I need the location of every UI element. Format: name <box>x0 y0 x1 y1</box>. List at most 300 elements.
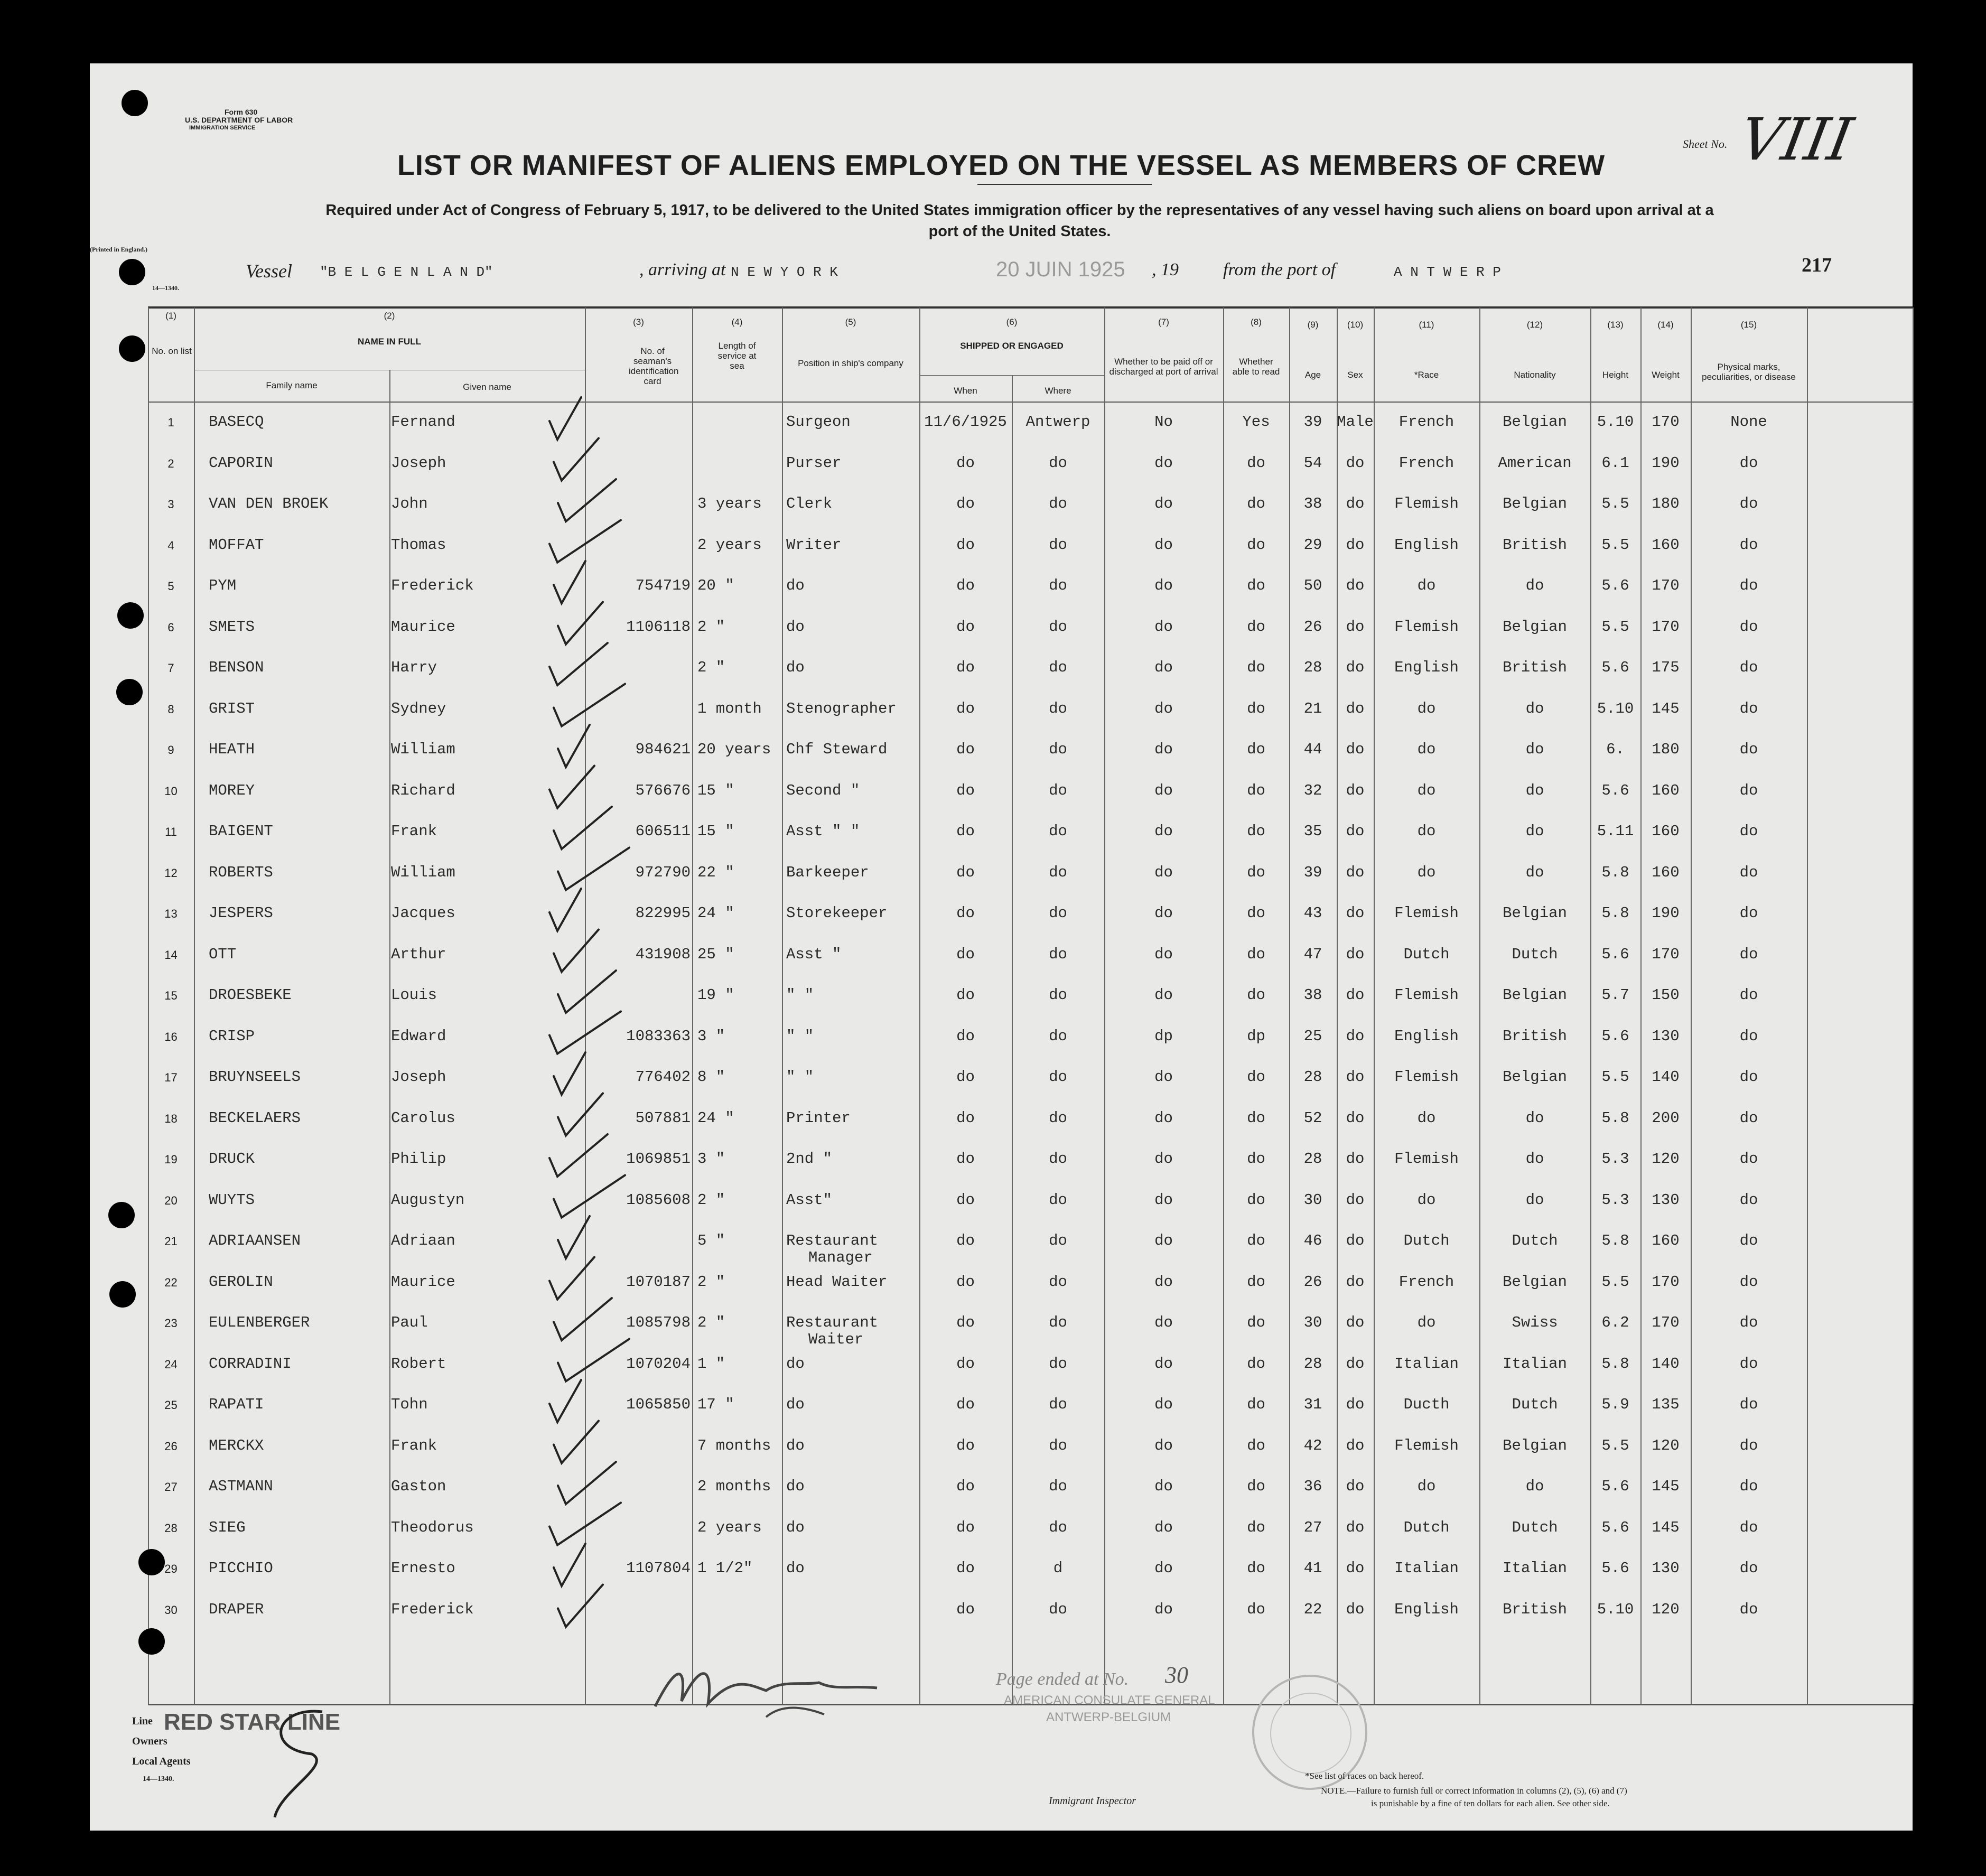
race: Flemish <box>1394 495 1459 512</box>
race: Italian <box>1394 1355 1459 1373</box>
col13-header: Height <box>1602 370 1629 380</box>
physical-marks: do <box>1739 1560 1758 1577</box>
able-to-read: do <box>1247 577 1265 594</box>
row-number: 26 <box>164 1439 178 1453</box>
weight: 145 <box>1652 1478 1680 1495</box>
family-name: OTT <box>209 945 237 963</box>
row-number: 7 <box>167 661 174 675</box>
sex: do <box>1346 1355 1365 1373</box>
shipped-when: 11/6/1925 <box>924 413 1007 431</box>
given-name: Fernand <box>391 413 455 431</box>
card-number: 754719 <box>635 577 691 594</box>
height: 5.6 <box>1601 945 1629 963</box>
position: Restaurant <box>786 1314 879 1331</box>
paid-off: do <box>1154 904 1173 922</box>
race: Flemish <box>1394 1068 1459 1086</box>
age: 52 <box>1303 1109 1322 1127</box>
col2-header: NAME IN FULL <box>358 337 421 347</box>
height: 6. <box>1606 741 1625 758</box>
card-number: 1085798 <box>626 1314 691 1331</box>
age: 22 <box>1303 1600 1322 1618</box>
race: English <box>1394 1027 1459 1045</box>
col8-number: (8) <box>1251 317 1262 327</box>
race: Flemish <box>1394 904 1459 922</box>
weight: 145 <box>1652 699 1680 717</box>
able-to-read: do <box>1247 823 1265 840</box>
able-to-read: do <box>1247 1518 1265 1536</box>
sex: do <box>1346 1436 1365 1454</box>
able-to-read: do <box>1247 618 1265 636</box>
given-name: William <box>391 741 455 758</box>
age: 38 <box>1303 495 1322 512</box>
page-ended-label: Page ended at No. <box>996 1669 1129 1689</box>
weight: 170 <box>1652 1314 1680 1331</box>
service-length: 8 " <box>697 1068 725 1086</box>
family-name: DRAPER <box>209 1600 264 1618</box>
shipped-when: do <box>956 618 975 636</box>
paid-off: dp <box>1154 1027 1173 1045</box>
family-name: CORRADINI <box>209 1355 292 1373</box>
column-divider <box>1913 307 1914 1704</box>
col10-header: Sex <box>1347 370 1363 380</box>
able-to-read: do <box>1247 1273 1265 1291</box>
height: 5.8 <box>1601 904 1629 922</box>
service-length: 24 " <box>697 904 734 922</box>
service-length: 20 " <box>697 577 734 594</box>
shipped-where: do <box>1049 1273 1067 1291</box>
weight: 190 <box>1652 904 1680 922</box>
age: 27 <box>1303 1518 1322 1536</box>
family-name: HEATH <box>209 741 255 758</box>
col2a-header: Family name <box>266 380 318 390</box>
nationality: Dutch <box>1512 1518 1558 1536</box>
given-name: Tohn <box>391 1396 428 1413</box>
shipped-when: do <box>956 659 975 676</box>
position: " " <box>786 1068 814 1086</box>
height: 5.11 <box>1597 823 1634 840</box>
shipped-where: do <box>1049 1396 1067 1413</box>
given-name: Gaston <box>391 1478 446 1495</box>
row-number: 14 <box>164 948 178 962</box>
punch-hole <box>119 259 145 285</box>
row-number: 11 <box>165 825 177 838</box>
col9-number: (9) <box>1307 320 1319 330</box>
sex: do <box>1346 1273 1365 1291</box>
given-name: Joseph <box>391 454 446 472</box>
position-line2: Waiter <box>808 1331 864 1348</box>
arrival-port: N E W Y O R K <box>731 264 838 280</box>
service-length: 3 years <box>697 495 762 512</box>
family-name: PICCHIO <box>209 1560 273 1577</box>
paid-off: do <box>1154 1109 1173 1127</box>
paid-off: do <box>1154 1436 1173 1454</box>
nationality: Belgian <box>1503 904 1567 922</box>
service-length: 24 " <box>697 1109 734 1127</box>
subtitle-line-2: port of the United States. <box>928 223 1111 240</box>
shipped-when: do <box>956 1150 975 1168</box>
family-name: CRISP <box>209 1027 255 1045</box>
shipped-when: do <box>956 1191 975 1209</box>
card-number: 576676 <box>635 781 691 799</box>
height: 5.6 <box>1601 1478 1629 1495</box>
row-number: 8 <box>167 702 174 716</box>
shipped-where: do <box>1049 454 1067 472</box>
row-number: 17 <box>164 1071 178 1084</box>
nationality: Dutch <box>1512 945 1558 963</box>
shipped-when: do <box>956 1560 975 1577</box>
race: English <box>1394 1600 1459 1618</box>
consulate-stamp-line1: AMERICAN CONSULATE GENERAL <box>1004 1693 1215 1707</box>
paid-off: do <box>1154 781 1173 799</box>
card-number: 1065850 <box>626 1396 691 1413</box>
service-length: 2 " <box>697 659 725 676</box>
position: Clerk <box>786 495 833 512</box>
given-name: Arthur <box>391 945 446 963</box>
race: Flemish <box>1394 1150 1459 1168</box>
given-name: Theodorus <box>391 1518 474 1536</box>
height: 5.6 <box>1601 781 1629 799</box>
note-failure-line1: NOTE.—Failure to furnish full or correct information in columns (2), (5), (6) and (7) <box>1321 1786 1627 1796</box>
shipped-when: do <box>956 495 975 512</box>
height: 5.5 <box>1601 618 1629 636</box>
physical-marks: do <box>1739 1314 1758 1331</box>
sex: do <box>1346 1150 1365 1168</box>
paid-off: do <box>1154 741 1173 758</box>
age: 28 <box>1303 659 1322 676</box>
row-number: 20 <box>164 1193 178 1207</box>
race: do <box>1417 741 1436 758</box>
weight: 120 <box>1652 1436 1680 1454</box>
weight: 170 <box>1652 413 1680 431</box>
sex: do <box>1346 659 1365 676</box>
race: English <box>1394 659 1459 676</box>
col2-number: (2) <box>384 311 395 321</box>
shipped-where: do <box>1049 1314 1067 1331</box>
service-length: 19 " <box>697 986 734 1004</box>
nationality: do <box>1525 1109 1544 1127</box>
given-name: Ernesto <box>391 1560 455 1577</box>
position: Barkeeper <box>786 863 869 881</box>
family-name: ADRIAANSEN <box>209 1232 301 1249</box>
punch-hole <box>138 1628 165 1655</box>
age: 38 <box>1303 986 1322 1004</box>
physical-marks: do <box>1739 454 1758 472</box>
nationality: Italian <box>1503 1560 1567 1577</box>
shipped-where: do <box>1049 781 1067 799</box>
able-to-read: do <box>1247 1560 1265 1577</box>
able-to-read: do <box>1247 1355 1265 1373</box>
physical-marks: do <box>1739 577 1758 594</box>
sex: do <box>1346 945 1365 963</box>
col9-header: Age <box>1304 370 1321 380</box>
row-number: 24 <box>164 1357 178 1371</box>
weight: 160 <box>1652 781 1680 799</box>
sex: do <box>1346 618 1365 636</box>
weight: 130 <box>1652 1027 1680 1045</box>
col11-header: *Race <box>1414 370 1439 380</box>
paid-off: do <box>1154 1314 1173 1331</box>
note-failure-line2: is punishable by a fine of ten dollars for each alien. See other side. <box>1371 1798 1610 1808</box>
able-to-read: do <box>1247 904 1265 922</box>
age: 39 <box>1303 863 1322 881</box>
punch-hole <box>108 1202 135 1228</box>
sex: do <box>1346 1191 1365 1209</box>
paid-off: do <box>1154 823 1173 840</box>
sex: do <box>1346 1560 1365 1577</box>
position: do <box>786 659 805 676</box>
physical-marks: do <box>1739 1109 1758 1127</box>
weight: 160 <box>1652 823 1680 840</box>
service-label: IMMIGRATION SERVICE <box>189 125 256 131</box>
physical-marks: do <box>1739 1191 1758 1209</box>
nationality: do <box>1525 699 1544 717</box>
given-name: Philip <box>391 1150 446 1168</box>
position: Restaurant <box>786 1232 879 1249</box>
height: 5.8 <box>1601 1355 1629 1373</box>
race: do <box>1417 823 1436 840</box>
col13-number: (13) <box>1607 320 1624 330</box>
nationality: do <box>1525 863 1544 881</box>
height: 5.5 <box>1601 1436 1629 1454</box>
punch-hole <box>138 1549 165 1575</box>
sex: do <box>1346 1478 1365 1495</box>
card-number: 822995 <box>635 904 691 922</box>
position: do <box>786 1518 805 1536</box>
shipped-where: do <box>1049 1355 1067 1373</box>
paid-off: do <box>1154 1232 1173 1249</box>
height: 5.10 <box>1597 413 1634 431</box>
paid-off: do <box>1154 945 1173 963</box>
nationality: Dutch <box>1512 1232 1558 1249</box>
nationality: American <box>1498 454 1572 472</box>
given-name: Adriaan <box>391 1232 455 1249</box>
card-number: 431908 <box>635 945 691 963</box>
row-number: 29 <box>164 1562 178 1575</box>
col10-number: (10) <box>1347 320 1364 330</box>
given-name: Maurice <box>391 1273 455 1291</box>
position: do <box>786 577 805 594</box>
physical-marks: do <box>1739 1518 1758 1536</box>
position: Purser <box>786 454 842 472</box>
position: 2nd " <box>786 1150 833 1168</box>
weight: 130 <box>1652 1191 1680 1209</box>
col8-header: Whether able to read <box>1232 357 1280 377</box>
height: 5.8 <box>1601 863 1629 881</box>
paid-off: do <box>1154 1150 1173 1168</box>
row-number: 2 <box>167 456 174 470</box>
col1-header: No. on list <box>152 346 192 356</box>
service-length: 25 " <box>697 945 734 963</box>
family-name: ASTMANN <box>209 1478 273 1495</box>
shipped-when: do <box>956 1478 975 1495</box>
service-length: 2 " <box>697 618 725 636</box>
physical-marks: do <box>1739 1396 1758 1413</box>
age: 50 <box>1303 577 1322 594</box>
age: 25 <box>1303 1027 1322 1045</box>
position: do <box>786 1560 805 1577</box>
race: do <box>1417 1109 1436 1127</box>
physical-marks: do <box>1739 536 1758 554</box>
handwritten-signature <box>645 1654 909 1728</box>
able-to-read: do <box>1247 1478 1265 1495</box>
col4-number: (4) <box>731 317 743 327</box>
height: 5.5 <box>1601 1068 1629 1086</box>
department-label: U.S. DEPARTMENT OF LABOR <box>185 116 293 124</box>
position: Writer <box>786 536 842 554</box>
row-number: 28 <box>164 1521 178 1535</box>
able-to-read: do <box>1247 699 1265 717</box>
given-name: Louis <box>391 986 437 1004</box>
sex: do <box>1346 536 1365 554</box>
age: 26 <box>1303 1273 1322 1291</box>
given-name: Richard <box>391 781 455 799</box>
paid-off: do <box>1154 1191 1173 1209</box>
service-length: 2 " <box>697 1273 725 1291</box>
col11-number: (11) <box>1419 320 1434 330</box>
col7-number: (7) <box>1158 317 1169 327</box>
weight: 180 <box>1652 741 1680 758</box>
sex: do <box>1346 1109 1365 1127</box>
given-name: Sydney <box>391 699 446 717</box>
able-to-read: Yes <box>1242 413 1270 431</box>
race: Dutch <box>1403 1232 1450 1249</box>
race: French <box>1398 1273 1454 1291</box>
weight: 140 <box>1652 1355 1680 1373</box>
print-code-top: 14—1340. <box>152 284 179 292</box>
physical-marks: do <box>1739 495 1758 512</box>
col3-header: No. of seaman's identification card <box>629 346 679 386</box>
handwritten-mark <box>243 1701 359 1828</box>
race: do <box>1417 1191 1436 1209</box>
sheet-number: VIII <box>1735 106 1858 173</box>
family-name: PYM <box>209 577 237 594</box>
shipped-when: do <box>956 1600 975 1618</box>
position: " " <box>786 1027 814 1045</box>
age: 54 <box>1303 454 1322 472</box>
nationality: Swiss <box>1512 1314 1558 1331</box>
height: 5.6 <box>1601 659 1629 676</box>
age: 32 <box>1303 781 1322 799</box>
card-number: 1085608 <box>626 1191 691 1209</box>
weight: 200 <box>1652 1109 1680 1127</box>
weight: 190 <box>1652 454 1680 472</box>
physical-marks: do <box>1739 904 1758 922</box>
sex: Male <box>1337 413 1374 431</box>
sex: do <box>1346 1600 1365 1618</box>
page-title: LIST OR MANIFEST OF ALIENS EMPLOYED ON THE VESSEL AS MEMBERS OF CREW <box>397 150 1606 181</box>
shipped-when: do <box>956 1518 975 1536</box>
age: 21 <box>1303 699 1322 717</box>
col5-number: (5) <box>845 317 856 327</box>
col14-number: (14) <box>1657 320 1674 330</box>
shipped-where: do <box>1049 1150 1067 1168</box>
shipped-when: do <box>956 1436 975 1454</box>
manifest-sheet <box>90 63 1913 1831</box>
nationality: Belgian <box>1503 1068 1567 1086</box>
row-number: 9 <box>167 743 174 757</box>
row-number: 5 <box>167 580 174 593</box>
service-length: 3 " <box>697 1150 725 1168</box>
service-length: 3 " <box>697 1027 725 1045</box>
shipped-where: Antwerp <box>1025 413 1090 431</box>
shipped-where: do <box>1049 823 1067 840</box>
physical-marks: do <box>1739 781 1758 799</box>
row-number: 21 <box>164 1235 178 1248</box>
height: 5.10 <box>1597 1600 1634 1618</box>
family-name: BENSON <box>209 659 264 676</box>
shipped-where: do <box>1049 741 1067 758</box>
row-number: 25 <box>164 1398 178 1412</box>
family-name: ROBERTS <box>209 863 273 881</box>
row-number: 16 <box>164 1030 178 1043</box>
paid-off: do <box>1154 863 1173 881</box>
sex: do <box>1346 741 1365 758</box>
nationality: British <box>1503 536 1567 554</box>
shipped-when: do <box>956 1355 975 1373</box>
race: do <box>1417 1314 1436 1331</box>
race: do <box>1417 863 1436 881</box>
family-name: VAN DEN BROEK <box>209 495 329 512</box>
service-length: 5 " <box>697 1232 725 1249</box>
shipped-when: do <box>956 741 975 758</box>
physical-marks: do <box>1739 1355 1758 1373</box>
race: French <box>1398 413 1454 431</box>
nationality: Italian <box>1503 1355 1567 1373</box>
given-name: Paul <box>391 1314 428 1331</box>
sex: do <box>1346 454 1365 472</box>
sex: do <box>1346 1068 1365 1086</box>
weight: 140 <box>1652 1068 1680 1086</box>
weight: 170 <box>1652 618 1680 636</box>
card-number: 1083363 <box>626 1027 691 1045</box>
height: 5.9 <box>1601 1396 1629 1413</box>
shipped-when: do <box>956 1273 975 1291</box>
weight: 160 <box>1652 1232 1680 1249</box>
subtitle-line-1: Required under Act of Congress of February 5, 1917, to be delivered to the United States immigration officer by the representatives of any vessel having such aliens on board upon arrival at a <box>325 202 1714 219</box>
service-length: 2 years <box>697 1518 762 1536</box>
col15-header: Physical marks, peculiarities, or disease <box>1702 362 1796 382</box>
race: do <box>1417 699 1436 717</box>
age: 36 <box>1303 1478 1322 1495</box>
row-number: 27 <box>164 1480 178 1494</box>
able-to-read: do <box>1247 1150 1265 1168</box>
given-name: Maurice <box>391 618 455 636</box>
card-number: 1070204 <box>626 1355 691 1373</box>
position: Head Waiter <box>786 1273 888 1291</box>
family-name: SIEG <box>209 1518 246 1536</box>
punch-hole <box>109 1281 136 1308</box>
physical-marks: do <box>1739 823 1758 840</box>
shipped-when: do <box>956 536 975 554</box>
row-number: 18 <box>164 1112 178 1125</box>
family-name: JESPERS <box>209 904 273 922</box>
age: 28 <box>1303 1068 1322 1086</box>
shipped-when: do <box>956 1068 975 1086</box>
given-name: John <box>391 495 428 512</box>
physical-marks: do <box>1739 741 1758 758</box>
col3-number: (3) <box>633 317 644 327</box>
card-number: 1070187 <box>626 1273 691 1291</box>
nationality: British <box>1503 659 1567 676</box>
family-name: DROESBEKE <box>209 986 292 1004</box>
shipped-when: do <box>956 1027 975 1045</box>
paid-off: do <box>1154 577 1173 594</box>
able-to-read: do <box>1247 741 1265 758</box>
punch-hole <box>122 90 148 116</box>
print-code-bottom: 14—1340. <box>143 1775 174 1783</box>
family-name: MOREY <box>209 781 255 799</box>
paid-off: do <box>1154 1396 1173 1413</box>
